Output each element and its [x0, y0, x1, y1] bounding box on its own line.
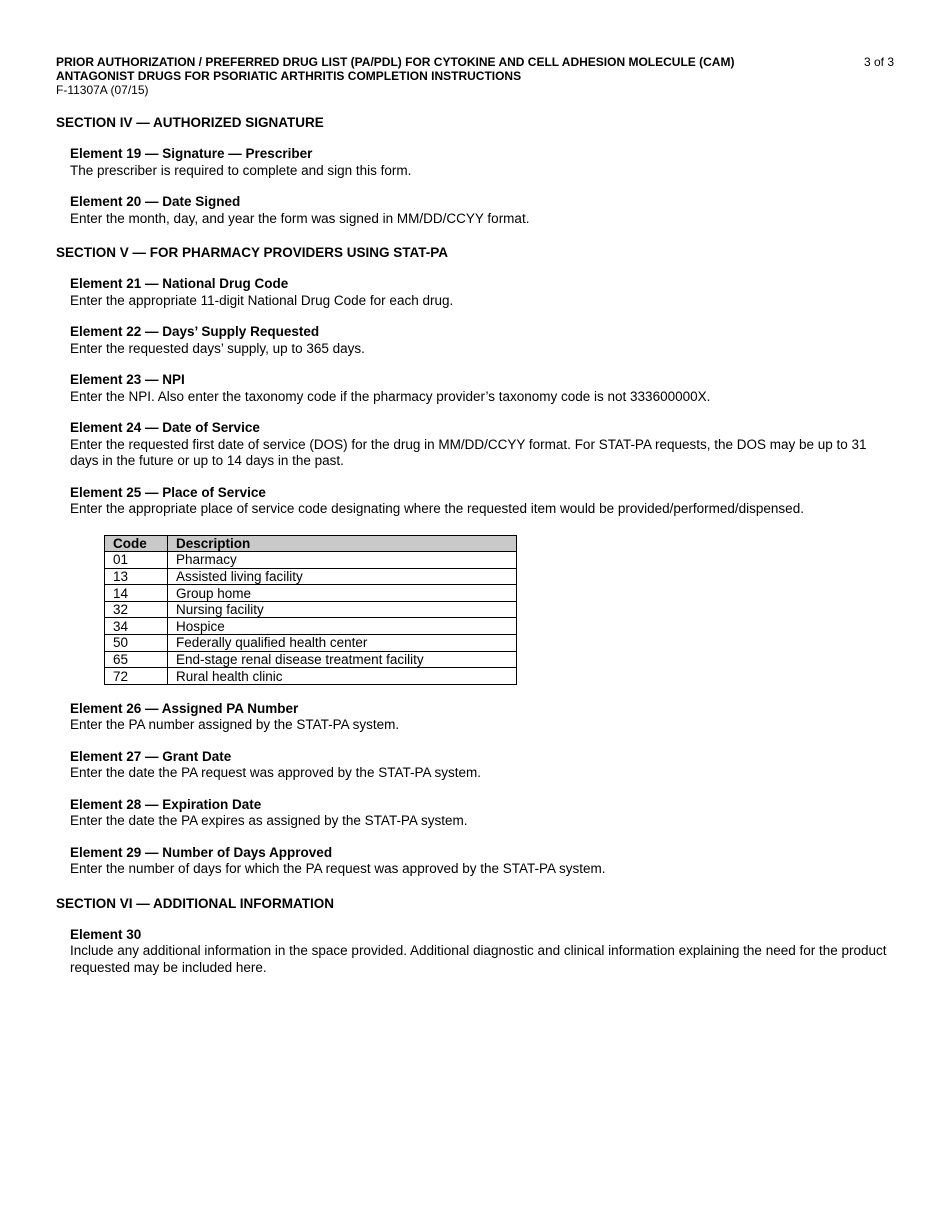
- title-line-1: PRIOR AUTHORIZATION / PREFERRED DRUG LIST (PA/PDL) FOR CYTOKINE AND CELL ADHESION MOLECULE (CAM): [56, 55, 735, 69]
- document-header: [56, 55, 896, 97]
- section-iv-heading: SECTION IV — AUTHORIZED SIGNATURE: [56, 115, 324, 130]
- description-cell: Nursing facility: [168, 601, 517, 618]
- element-text: Include any additional information in the space provided. Additional diagnostic and clinical information explaining the need for the product requested may be included here.: [70, 943, 887, 975]
- table-row: [105, 651, 517, 668]
- element-title: Element 21 — National Drug Code: [70, 276, 289, 291]
- column-header-code: Code: [105, 535, 168, 552]
- element-25: [70, 485, 896, 518]
- element-text: Enter the appropriate 11-digit National Drug Code for each drug.: [70, 292, 454, 308]
- description-cell: Pharmacy: [168, 552, 517, 569]
- section-vi-heading: SECTION VI — ADDITIONAL INFORMATION: [56, 895, 334, 911]
- element-title: Element 20 — Date Signed: [70, 194, 241, 209]
- element-text: Enter the date the PA request was approved by the STAT-PA system.: [70, 765, 481, 781]
- title-line-2: ANTAGONIST DRUGS FOR PSORIATIC ARTHRITIS COMPLETION INSTRUCTIONS: [56, 69, 522, 83]
- code-cell: 32: [105, 601, 168, 618]
- page-number: 3 of 3: [863, 55, 894, 69]
- code-cell: 14: [105, 585, 168, 602]
- element-title: Element 22 — Days’ Supply Requested: [70, 324, 320, 339]
- element-text: Enter the month, day, and year the form was signed in MM/DD/CCYY format.: [70, 210, 530, 226]
- table-header-row: [105, 535, 517, 552]
- code-cell: 34: [105, 618, 168, 635]
- description-cell: Rural health clinic: [168, 668, 517, 685]
- element-19: [70, 146, 896, 179]
- table-row: [105, 601, 517, 618]
- code-cell: 01: [105, 552, 168, 569]
- description-cell: Group home: [168, 585, 517, 602]
- element-26: [70, 701, 896, 734]
- element-title: Element 30: [70, 926, 142, 942]
- element-28: [70, 797, 896, 830]
- table-row: [105, 618, 517, 635]
- element-text: Enter the PA number assigned by the STAT-PA system.: [70, 717, 400, 733]
- description-cell: End-stage renal disease treatment facility: [168, 651, 517, 668]
- element-title: Element 24 — Date of Service: [70, 420, 260, 435]
- element-title: Element 19 — Signature — Prescriber: [70, 146, 313, 161]
- element-text: Enter the appropriate place of service code designating where the requested item would be provided/performed/dispensed.: [70, 501, 804, 516]
- code-cell: 65: [105, 651, 168, 668]
- element-text: Enter the requested first date of service (DOS) for the drug in MM/DD/CCYY format. For STAT-PA requests, the DOS may be up to 31 days in the future or up to 14 days in the past.: [70, 436, 867, 468]
- description-cell: Assisted living facility: [168, 568, 517, 585]
- table-row: [105, 585, 517, 602]
- element-text: Enter the date the PA expires as assigned by the STAT-PA system.: [70, 813, 468, 829]
- element-title: Element 28 — Expiration Date: [70, 796, 262, 812]
- document-page: [56, 55, 896, 976]
- form-id: F-11307A (07/15): [56, 83, 149, 97]
- column-header-description: Description: [168, 535, 517, 552]
- element-text: Enter the requested days’ supply, up to 365 days.: [70, 340, 365, 356]
- element-23: [70, 372, 896, 405]
- table-row: [105, 552, 517, 569]
- description-cell: Federally qualified health center: [168, 635, 517, 652]
- element-21: [70, 276, 896, 309]
- element-title: Element 23 — NPI: [70, 372, 185, 387]
- table-row: [105, 568, 517, 585]
- section-v-heading: SECTION V — FOR PHARMACY PROVIDERS USING STAT-PA: [56, 245, 449, 260]
- element-title: Element 27 — Grant Date: [70, 748, 232, 764]
- element-text: Enter the number of days for which the PA request was approved by the STAT-PA system.: [70, 861, 606, 877]
- place-of-service-table: [104, 535, 517, 685]
- element-text: Enter the NPI. Also enter the taxonomy code if the pharmacy provider’s taxonomy code is not 333600000X.: [70, 388, 711, 404]
- element-27: [70, 749, 896, 782]
- element-22: [70, 324, 896, 357]
- description-cell: Hospice: [168, 618, 517, 635]
- table-row: [105, 668, 517, 685]
- table-row: [105, 635, 517, 652]
- element-title: Element 26 — Assigned PA Number: [70, 700, 299, 716]
- code-cell: 50: [105, 635, 168, 652]
- element-20: [70, 194, 896, 227]
- element-30: [70, 927, 896, 977]
- element-29: [70, 845, 896, 878]
- element-title: Element 25 — Place of Service: [70, 484, 266, 500]
- element-text: The prescriber is required to complete and sign this form.: [70, 162, 412, 178]
- document-title: [56, 55, 826, 83]
- code-cell: 13: [105, 568, 168, 585]
- element-24: [70, 420, 896, 470]
- element-title: Element 29 — Number of Days Approved: [70, 844, 333, 860]
- code-cell: 72: [105, 668, 168, 685]
